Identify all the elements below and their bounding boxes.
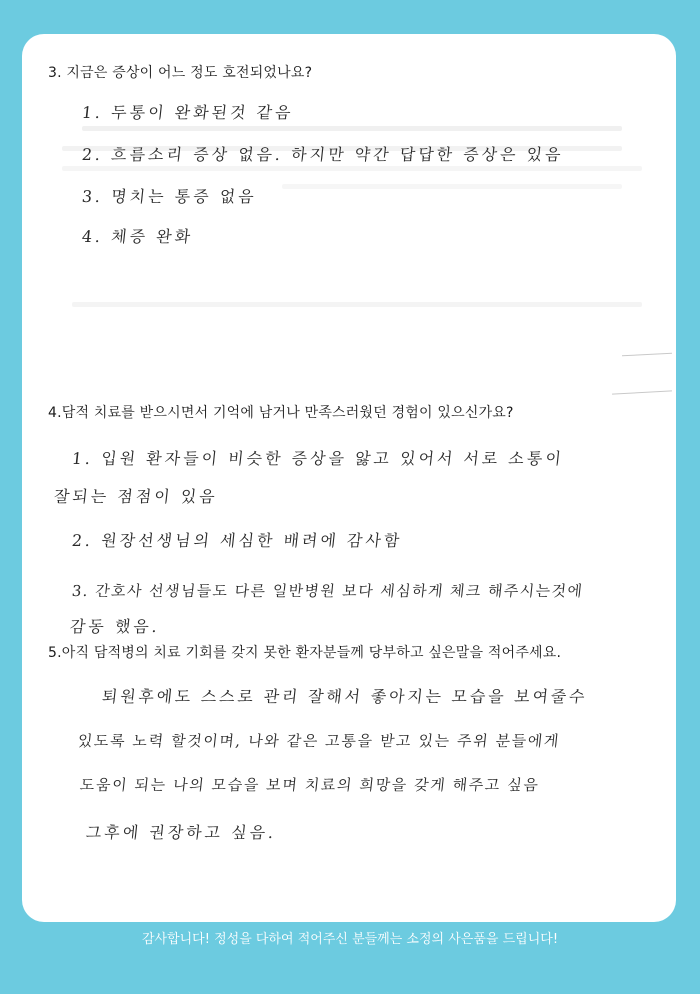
bleed-through-text (82, 126, 622, 131)
bleed-through-text (62, 166, 642, 171)
question-5-answer-line-1: 퇴원후에도 스스로 관리 잘해서 좋아지는 모습을 보여줄수 (100, 687, 589, 706)
survey-sheet (22, 34, 676, 922)
question-3-answer-1: 1. 두통이 완화된것 같음 (80, 103, 295, 122)
footer-thanks: 감사합니다! 정성을 다하여 적어주신 분들께는 소정의 사은품을 드립니다! (141, 932, 559, 947)
question-4-answer-1: 1. 입원 환자들이 비슷한 증상을 앓고 있어서 서로 소통이 (70, 449, 565, 468)
question-4-answer-2: 2. 원장선생님의 세심한 배려에 감사함 (70, 531, 404, 550)
question-4-answer-3: 3. 간호사 선생님들도 다른 일반병원 보다 세심하게 체크 해주시는것에 (71, 582, 585, 600)
question-5-answer-line-4: 그후에 권장하고 싶음. (84, 823, 278, 842)
question-3-answer-3: 3. 명치는 통증 없음 (80, 187, 258, 206)
scribble-mark (612, 390, 672, 394)
question-4-label: 4.담적 치료를 받으시면서 기억에 남거나 만족스러웠던 경험이 있으신가요? (48, 405, 514, 421)
scribble-mark (622, 353, 672, 357)
bleed-through-text (72, 302, 642, 307)
bleed-through-text (282, 184, 622, 189)
question-3-answer-2: 2. 흐름소리 증상 없음. 하지만 약간 답답한 증상은 있음 (80, 145, 565, 164)
question-5-answer-line-2: 있도록 노력 할것이며, 나와 같은 고통을 받고 있는 주위 분들에게 (77, 732, 561, 750)
question-3-answer-4: 4. 체증 완화 (80, 227, 195, 246)
question-5-label: 5.아직 담적병의 치료 기회를 갖지 못한 환자분들께 당부하고 싶은말을 적어주세요. (48, 645, 562, 661)
question-4-answer-1-cont: 잘되는 점점이 있음 (52, 487, 219, 506)
question-4-answer-3-cont: 감동 했음. (68, 617, 161, 636)
question-5-answer-line-3: 도움이 되는 나의 모습을 보며 치료의 희망을 갖게 해주고 싶음 (79, 776, 541, 794)
question-3-label: 3. 지금은 증상이 어느 정도 호전되었나요? (48, 65, 313, 81)
